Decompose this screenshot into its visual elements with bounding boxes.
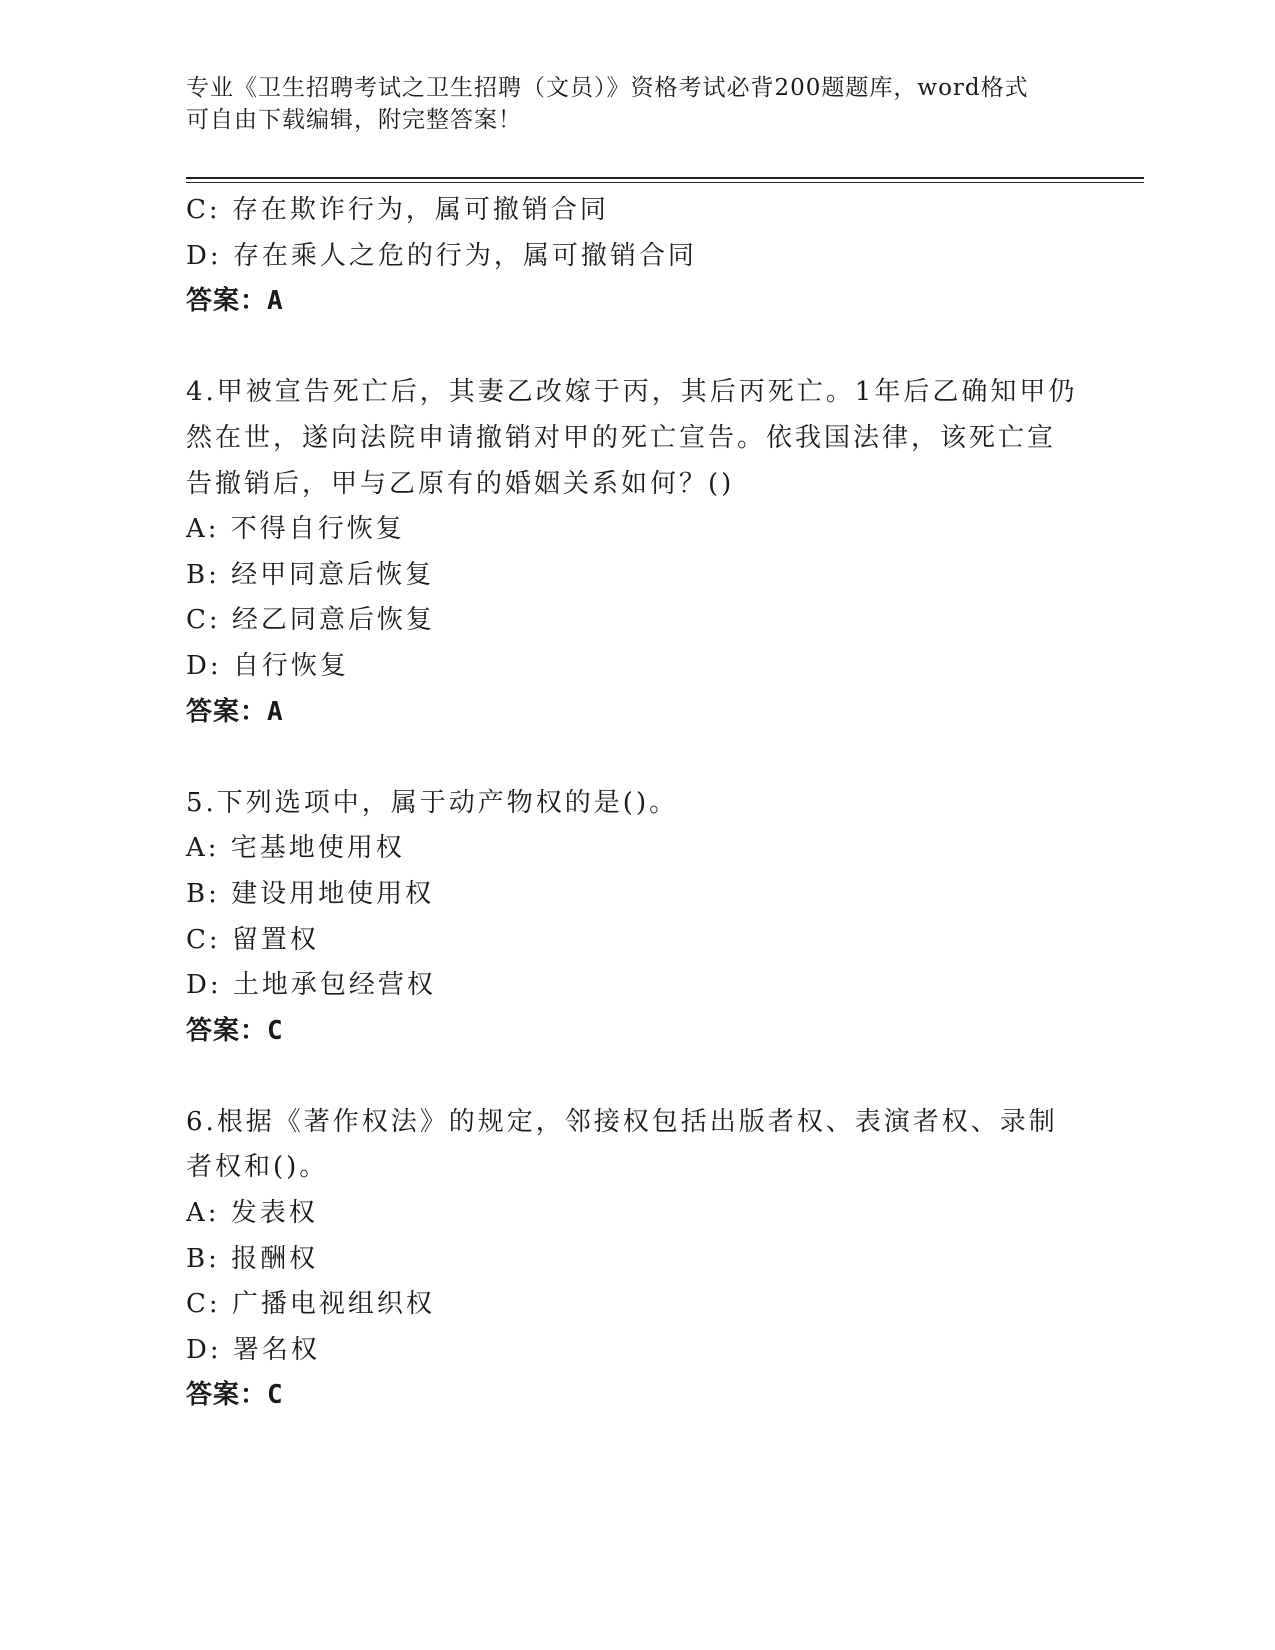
question-stem: 6.根据《著作权法》的规定，邻接权包括出版者权、表演者权、录制 xyxy=(186,1106,1058,1137)
question-3-continuation xyxy=(186,188,1086,325)
option-c: C: 存在欺诈行为，属可撤销合同 xyxy=(186,195,609,225)
answer-line: 答案：C xyxy=(186,1380,284,1411)
spacer xyxy=(186,735,1086,781)
question-stem: 然在世，遂向法院申请撤销对甲的死亡宣告。依我国法律，该死亡宣 xyxy=(186,422,1057,453)
option-d: D: 自行恢复 xyxy=(186,650,349,681)
option-d: D: 署名权 xyxy=(186,1334,320,1365)
question-stem: 者权和()。 xyxy=(186,1152,329,1183)
header-rule-thick xyxy=(186,177,1144,179)
option-b: B: 经甲同意后恢复 xyxy=(186,559,435,590)
question-6 xyxy=(186,1100,1086,1419)
answer-line: 答案：A xyxy=(186,286,284,317)
question-5 xyxy=(186,781,1086,1055)
option-c: C: 留置权 xyxy=(186,924,319,955)
header-rule-thin xyxy=(186,182,1144,183)
spacer xyxy=(186,325,1086,371)
question-stem: 告撤销后，甲与乙原有的婚姻关系如何？() xyxy=(186,468,735,499)
option-a: A: 发表权 xyxy=(186,1198,318,1229)
header-title-line-2: 可自由下载编辑，附完整答案！ xyxy=(186,107,522,133)
question-4 xyxy=(186,370,1086,735)
option-b: B: 建设用地使用权 xyxy=(186,878,435,909)
option-d: D: 存在乘人之危的行为，属可撤销合同 xyxy=(186,240,697,271)
spacer xyxy=(186,1054,1086,1100)
document-header xyxy=(186,72,1086,136)
question-stem: 5.下列选项中，属于动产物权的是()。 xyxy=(186,787,679,818)
option-a: A: 宅基地使用权 xyxy=(186,833,405,864)
option-a: A: 不得自行恢复 xyxy=(186,514,405,545)
option-b: B: 报酬权 xyxy=(186,1243,319,1274)
option-c: C: 经乙同意后恢复 xyxy=(186,605,435,636)
option-c: C: 广播电视组织权 xyxy=(186,1289,435,1320)
question-stem: 4.甲被宣告死亡后，其妻乙改嫁于丙，其后丙死亡。1年后乙确知甲仍 xyxy=(186,377,1078,408)
header-title-line-1: 专业《卫生招聘考试之卫生招聘（文员）》资格考试必背200题题库，word格式 xyxy=(186,75,1029,101)
answer-line: 答案：A xyxy=(186,696,284,727)
answer-line: 答案：C xyxy=(186,1015,284,1046)
option-d: D: 土地承包经营权 xyxy=(186,970,436,1001)
question-list xyxy=(186,188,1086,1419)
